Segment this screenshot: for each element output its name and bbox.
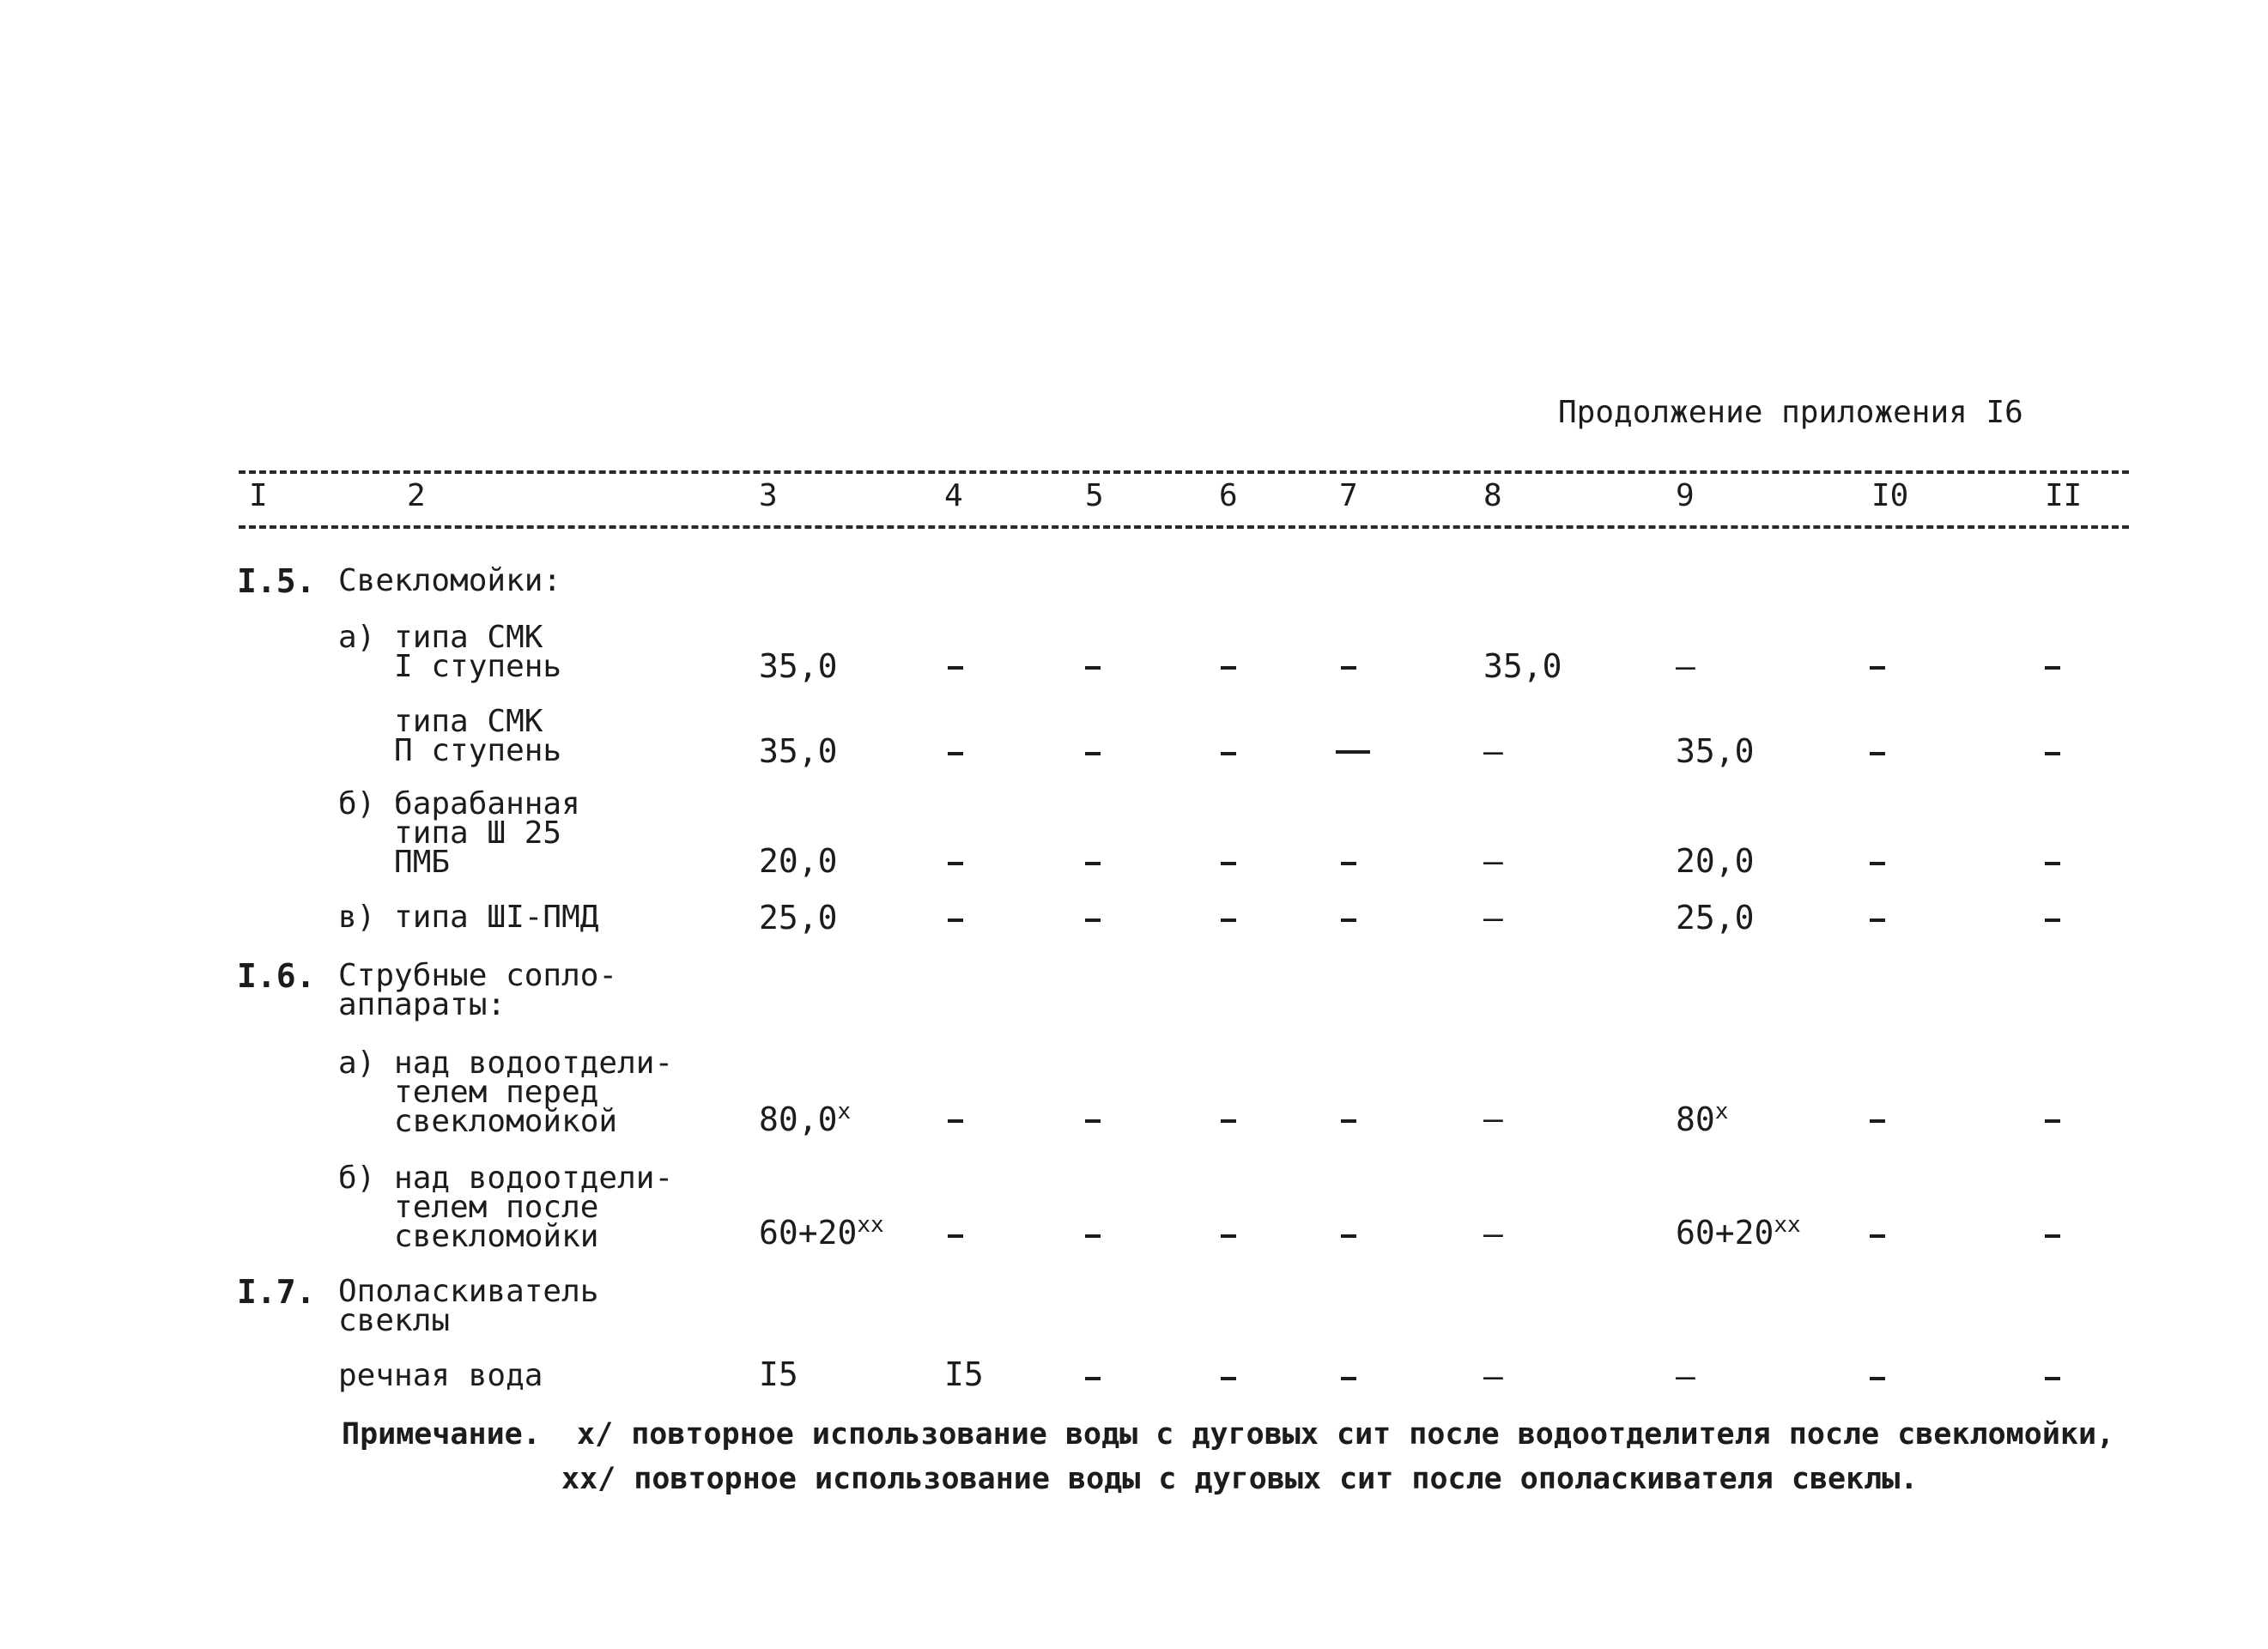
note-line-1: х/ повторное использование воды с дуговых сит после водоотделителя после свекломойки, xyxy=(577,1417,2115,1452)
empty-dash xyxy=(948,752,963,755)
cell-col9: 20,0 xyxy=(1676,842,1755,880)
cell-col9: – xyxy=(1676,1357,1695,1395)
row-label: ПМБ xyxy=(338,845,451,880)
cell-value: 60+20 xyxy=(759,1214,858,1252)
empty-dash xyxy=(1341,1377,1356,1380)
section-title: Свекломойки: xyxy=(338,563,562,598)
col-header-9: 9 xyxy=(1676,478,1695,513)
empty-dash xyxy=(1870,666,1885,670)
col-header-6: 6 xyxy=(1219,478,1238,513)
empty-dash xyxy=(1870,862,1885,865)
empty-dash xyxy=(1336,750,1370,754)
cell-col8: 35,0 xyxy=(1483,647,1562,685)
col-header-5: 5 xyxy=(1085,478,1104,513)
empty-dash xyxy=(2045,1234,2060,1238)
cell-col3: I5 xyxy=(759,1355,798,1393)
col-header-8: 8 xyxy=(1483,478,1502,513)
empty-dash xyxy=(1870,752,1885,755)
empty-dash xyxy=(1221,862,1236,865)
row-label: а) над водоотдели- xyxy=(338,1046,674,1081)
section-title: Ополаскиватель xyxy=(338,1274,599,1309)
note-title: Примечание. xyxy=(342,1417,541,1452)
header-top-rule xyxy=(239,470,2129,474)
cell-value: 80,0 xyxy=(759,1100,838,1138)
empty-dash xyxy=(948,666,963,670)
empty-dash xyxy=(1221,752,1236,755)
section-number: I.7. xyxy=(237,1273,316,1311)
footnote-mark: хх xyxy=(857,1212,884,1238)
col-header-2: 2 xyxy=(407,478,426,513)
row-label: типа СМК xyxy=(338,704,543,739)
empty-dash xyxy=(1085,1119,1101,1123)
page-caption: Продолжение приложения I6 xyxy=(1558,395,2023,430)
row-label: I ступень xyxy=(338,649,562,684)
cell-col8: – xyxy=(1483,899,1503,937)
cell-col3 xyxy=(759,1100,851,1136)
row-label: П ступень xyxy=(338,733,562,768)
col-header-10: I0 xyxy=(1871,478,1909,513)
header-bottom-rule xyxy=(239,525,2129,529)
empty-dash xyxy=(2045,752,2060,755)
row-label: речная вода xyxy=(338,1358,543,1393)
empty-dash xyxy=(948,918,963,922)
cell-col8: – xyxy=(1483,732,1503,770)
empty-dash xyxy=(1221,1234,1236,1238)
cell-value: 80 xyxy=(1676,1100,1715,1138)
empty-dash xyxy=(948,862,963,865)
empty-dash xyxy=(1870,1119,1885,1123)
cell-col3: 35,0 xyxy=(759,647,838,685)
cell-col9 xyxy=(1676,1100,1728,1136)
section-number: I.6. xyxy=(237,957,316,995)
section-title: Струбные сопло- xyxy=(338,958,618,993)
row-label: телем перед xyxy=(338,1075,599,1110)
empty-dash xyxy=(1085,752,1101,755)
empty-dash xyxy=(1221,918,1236,922)
col-header-4: 4 xyxy=(944,478,963,513)
empty-dash xyxy=(1085,1234,1101,1238)
row-label: свекломойкой xyxy=(338,1104,618,1139)
cell-col3: 20,0 xyxy=(759,842,838,880)
empty-dash xyxy=(1085,862,1101,865)
cell-col9 xyxy=(1676,1212,1801,1252)
section-number: I.5. xyxy=(237,562,316,600)
row-label: телем после xyxy=(338,1190,599,1225)
empty-dash xyxy=(2045,918,2060,922)
empty-dash xyxy=(1085,1377,1101,1380)
empty-dash xyxy=(1221,1119,1236,1123)
row-label: типа Ш 25 xyxy=(338,815,562,851)
row-label: свекломойки xyxy=(338,1219,599,1254)
empty-dash xyxy=(1085,666,1101,670)
cell-col4: I5 xyxy=(944,1355,984,1393)
col-header-3: 3 xyxy=(759,478,778,513)
section-title: свеклы xyxy=(338,1303,451,1338)
empty-dash xyxy=(1341,918,1356,922)
empty-dash xyxy=(1341,1119,1356,1123)
empty-dash xyxy=(948,1119,963,1123)
empty-dash xyxy=(948,1234,963,1238)
empty-dash xyxy=(1870,1377,1885,1380)
cell-value: 60+20 xyxy=(1676,1214,1774,1252)
row-label: б) над водоотдели- xyxy=(338,1161,674,1196)
empty-dash xyxy=(2045,666,2060,670)
footnote-mark: хх xyxy=(1774,1212,1801,1238)
cell-col8: – xyxy=(1483,1100,1503,1137)
col-header-1: I xyxy=(249,478,268,513)
row-label: б) барабанная xyxy=(338,786,580,821)
empty-dash xyxy=(2045,862,2060,865)
empty-dash xyxy=(1341,666,1356,670)
cell-col3: 35,0 xyxy=(759,732,838,770)
empty-dash xyxy=(1221,1377,1236,1380)
empty-dash xyxy=(1085,918,1101,922)
footnote-mark: х xyxy=(837,1099,852,1125)
note-line-2: хх/ повторное использование воды с дуговых сит после ополаскивателя свеклы. xyxy=(561,1462,1919,1496)
empty-dash xyxy=(1341,1234,1356,1238)
empty-dash xyxy=(2045,1377,2060,1380)
row-label: а) типа СМК xyxy=(338,620,543,655)
cell-col3: 25,0 xyxy=(759,899,838,937)
empty-dash xyxy=(1221,666,1236,670)
footnote-mark: х xyxy=(1714,1099,1729,1125)
section-title: аппараты: xyxy=(338,987,506,1022)
empty-dash xyxy=(1870,1234,1885,1238)
col-header-7: 7 xyxy=(1339,478,1358,513)
empty-dash xyxy=(2045,1119,2060,1123)
col-header-11: II xyxy=(2045,478,2083,513)
cell-col9: 25,0 xyxy=(1676,899,1755,937)
empty-dash xyxy=(1341,862,1356,865)
cell-col3 xyxy=(759,1212,884,1252)
cell-col8: – xyxy=(1483,1357,1503,1395)
cell-col9: 35,0 xyxy=(1676,732,1755,770)
cell-col8: – xyxy=(1483,1215,1503,1252)
cell-col9: – xyxy=(1676,647,1695,685)
row-label: в) типа ШI-ПМД xyxy=(338,900,599,935)
cell-col8: – xyxy=(1483,842,1503,880)
empty-dash xyxy=(1870,918,1885,922)
